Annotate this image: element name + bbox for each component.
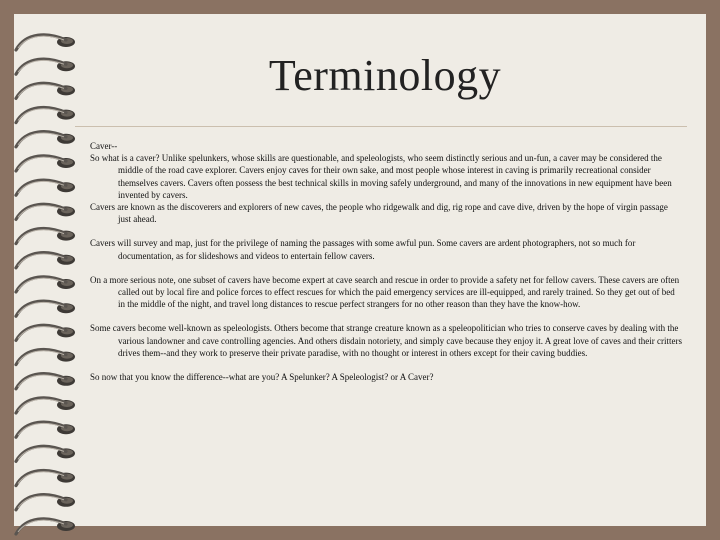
paragraph-rescue: On a more serious note, one subset of cavers have become expert at cave search and rescue in order to provide a safety net for fellow cavers. These cavers are often called out by local fire and police forces to effect rescues for which the paid emergency services are ill-equipped, and rarely trained. So they get out of bed in the middle of the night, and travel long distances to rescue perfect strangers for no other reason than they have the know-how. — [90, 274, 680, 310]
binding-ring — [16, 301, 75, 316]
binding-ring — [16, 519, 75, 534]
title-divider — [75, 126, 687, 127]
paragraph-closing-question: So now that you know the difference--what are you? A Spelunker? A Speleologist? or A Caver? — [90, 372, 434, 383]
paragraph-survey: Cavers will survey and map, just for the privilege of naming the passages with some awful pun. Some cavers are ardent photographers, not so much for documentation, as for slideshows and videos to entertain fellow cavers. — [90, 238, 636, 261]
paragraph-definition: So what is a caver? Unlike spelunkers, whose skills are questionable, and speleologists, who seem distinctly serious and un-fun, a caver may be considered the middle of the road cave explorer. Cavers enjoy caves for their own sake, and most people whose interest in caving is primarily recreational consider themselves cavers. Cavers often possess the best technical skills in moving safely underground, and many of the innovations in new equipment have been invented by cavers. — [90, 153, 672, 200]
binding-ring — [16, 325, 75, 340]
binding-ring — [16, 204, 75, 219]
title-area — [90, 50, 680, 101]
binding-ring — [16, 156, 75, 171]
slide-body — [90, 140, 682, 383]
binding-ring — [16, 277, 75, 292]
binding-ring — [16, 132, 75, 147]
binding-ring — [16, 107, 75, 122]
binding-ring — [16, 495, 75, 510]
binding-ring — [16, 228, 75, 243]
binding-ring — [16, 83, 75, 98]
binding-ring — [16, 349, 75, 364]
binding-ring — [16, 422, 75, 437]
paragraph-discoverers: Cavers are known as the discoverers and explorers of new caves, the people who ridgewalk and dig, rig rope and cave dive, driven by the hope of virgin passage just ahead. — [90, 202, 668, 225]
binding-ring — [16, 470, 75, 485]
binding-ring — [16, 59, 75, 74]
binding-ring — [16, 253, 75, 268]
slide-title: Terminology — [268, 51, 502, 100]
binding-ring — [16, 35, 75, 50]
binding-ring — [16, 180, 75, 195]
binding-ring — [16, 374, 75, 389]
paragraph-speleologists: Some cavers become well-known as speleologists. Others become that strange creature known as a speleopolitician who tries to conserve caves by dealing with the various landowner and cave controlling agencies. And others disdain notoriety, and simply cave because they enjoy it. A great love of caves and their critters drives them--and they work to preserve their private paradise, with no thought or interest in others except for their caving buddies. — [90, 323, 682, 358]
binding-ring — [16, 398, 75, 413]
binding-ring — [16, 446, 75, 461]
paragraph-caver-heading: Caver-- — [90, 141, 118, 151]
